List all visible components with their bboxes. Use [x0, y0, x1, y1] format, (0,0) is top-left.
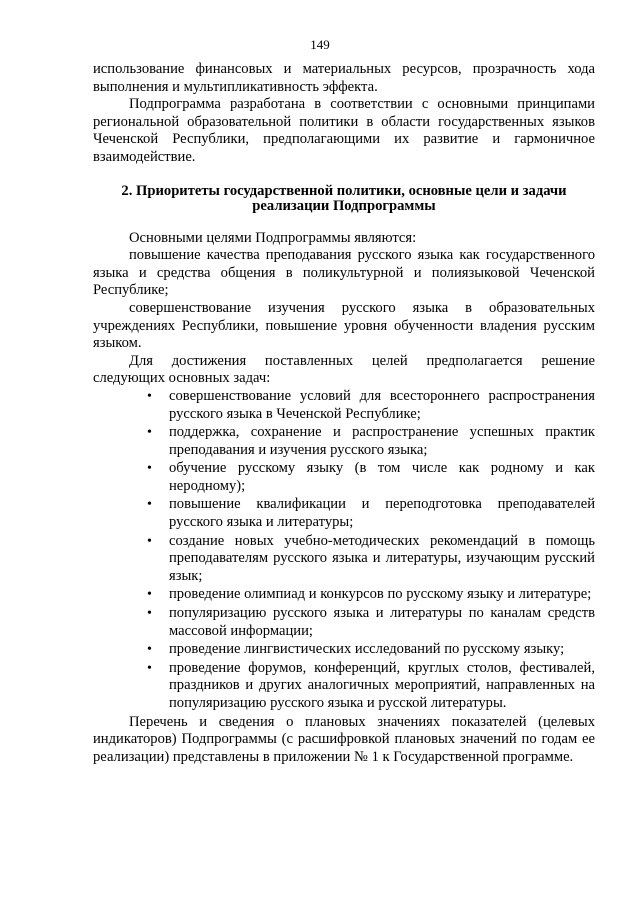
task-text: проведение форумов, конференций, круглых столов, фестивалей, праздников и других аналогичных мероприятий, направленных на популяризацию русского языка и русской литературы.: [169, 659, 595, 711]
task-text: повышение квалификации и переподготовка преподавателей русского языка и литературы;: [169, 496, 595, 531]
page-number: 149: [310, 37, 330, 52]
task-item: [147, 641, 595, 659]
paragraph-continuation: использование финансовых и материальных ресурсов, прозрачность хода выполнения и мультипликативность эффекта.: [93, 61, 595, 95]
task-item: [147, 605, 595, 640]
goals-intro: Основными целями Подпрограммы являются:: [129, 229, 417, 246]
task-item: [147, 659, 595, 713]
goal-item: повышение качества преподавания русского языка как государственного языка и средства общения в поликультурной и полиязыковой Чеченской Республике;: [93, 247, 595, 299]
document-body: [93, 61, 595, 766]
paragraph-subprogram-basis: Подпрограмма разработана в соответствии с основными принципами региональной образовательной политики в области государственных языков Чеченской Республики, предполагающими их развитие и гармоничное взаимодействие.: [93, 96, 595, 165]
task-item: [147, 460, 595, 495]
bullet-icon: •: [147, 606, 152, 622]
bullet-icon: •: [147, 461, 152, 477]
section-heading: 2. Приоритеты государственной политики, основные цели и задачи реализации Подпрограммы: [121, 182, 567, 214]
task-text: совершенствование условий для всестороннего распространения русского языка в Чеченской Республике;: [169, 387, 595, 422]
bullet-icon: •: [147, 388, 152, 404]
task-text: создание новых учебно-методических рекомендаций в помощь преподавателям русского языка и литературы, изучающим русский язык;: [169, 532, 595, 584]
tasks-list: [93, 388, 595, 713]
task-item: [147, 586, 595, 604]
goal-item: совершенствование изучения русского языка в образовательных учреждениях Республики, повышение уровня обученности владения русским языком.: [93, 299, 595, 352]
task-text: поддержка, сохранение и распространение успешных практик преподавания и изучения русского языка;: [169, 424, 595, 458]
bullet-icon: •: [147, 425, 152, 441]
task-item: [147, 532, 595, 586]
task-text: популяризацию русского языка и литературы по каналам средств массовой информации;: [169, 605, 595, 639]
task-item: [147, 424, 595, 459]
bullet-icon: •: [147, 497, 152, 513]
bullet-icon: •: [147, 533, 152, 549]
bullet-icon: •: [147, 660, 152, 676]
bullet-icon: •: [147, 642, 152, 658]
task-item: [147, 496, 595, 531]
task-text: проведение олимпиад и конкурсов по русскому языку и литературе;: [169, 586, 592, 603]
closing-paragraph: Перечень и сведения о плановых значениях показателей (целевых индикаторов) Подпрограммы (с расшифровкой плановых значений по годам ее реализации) представлены в приложении № 1 к Государственной программе.: [93, 713, 595, 765]
bullet-icon: •: [147, 587, 152, 603]
task-item: [147, 387, 595, 423]
task-text: проведение лингвистических исследований по русскому языку;: [169, 641, 565, 658]
task-text: обучение русскому языку (в том числе как родному и как неродному);: [169, 460, 595, 494]
tasks-intro: Для достижения поставленных целей предполагается решение следующих основных задач:: [93, 352, 595, 387]
